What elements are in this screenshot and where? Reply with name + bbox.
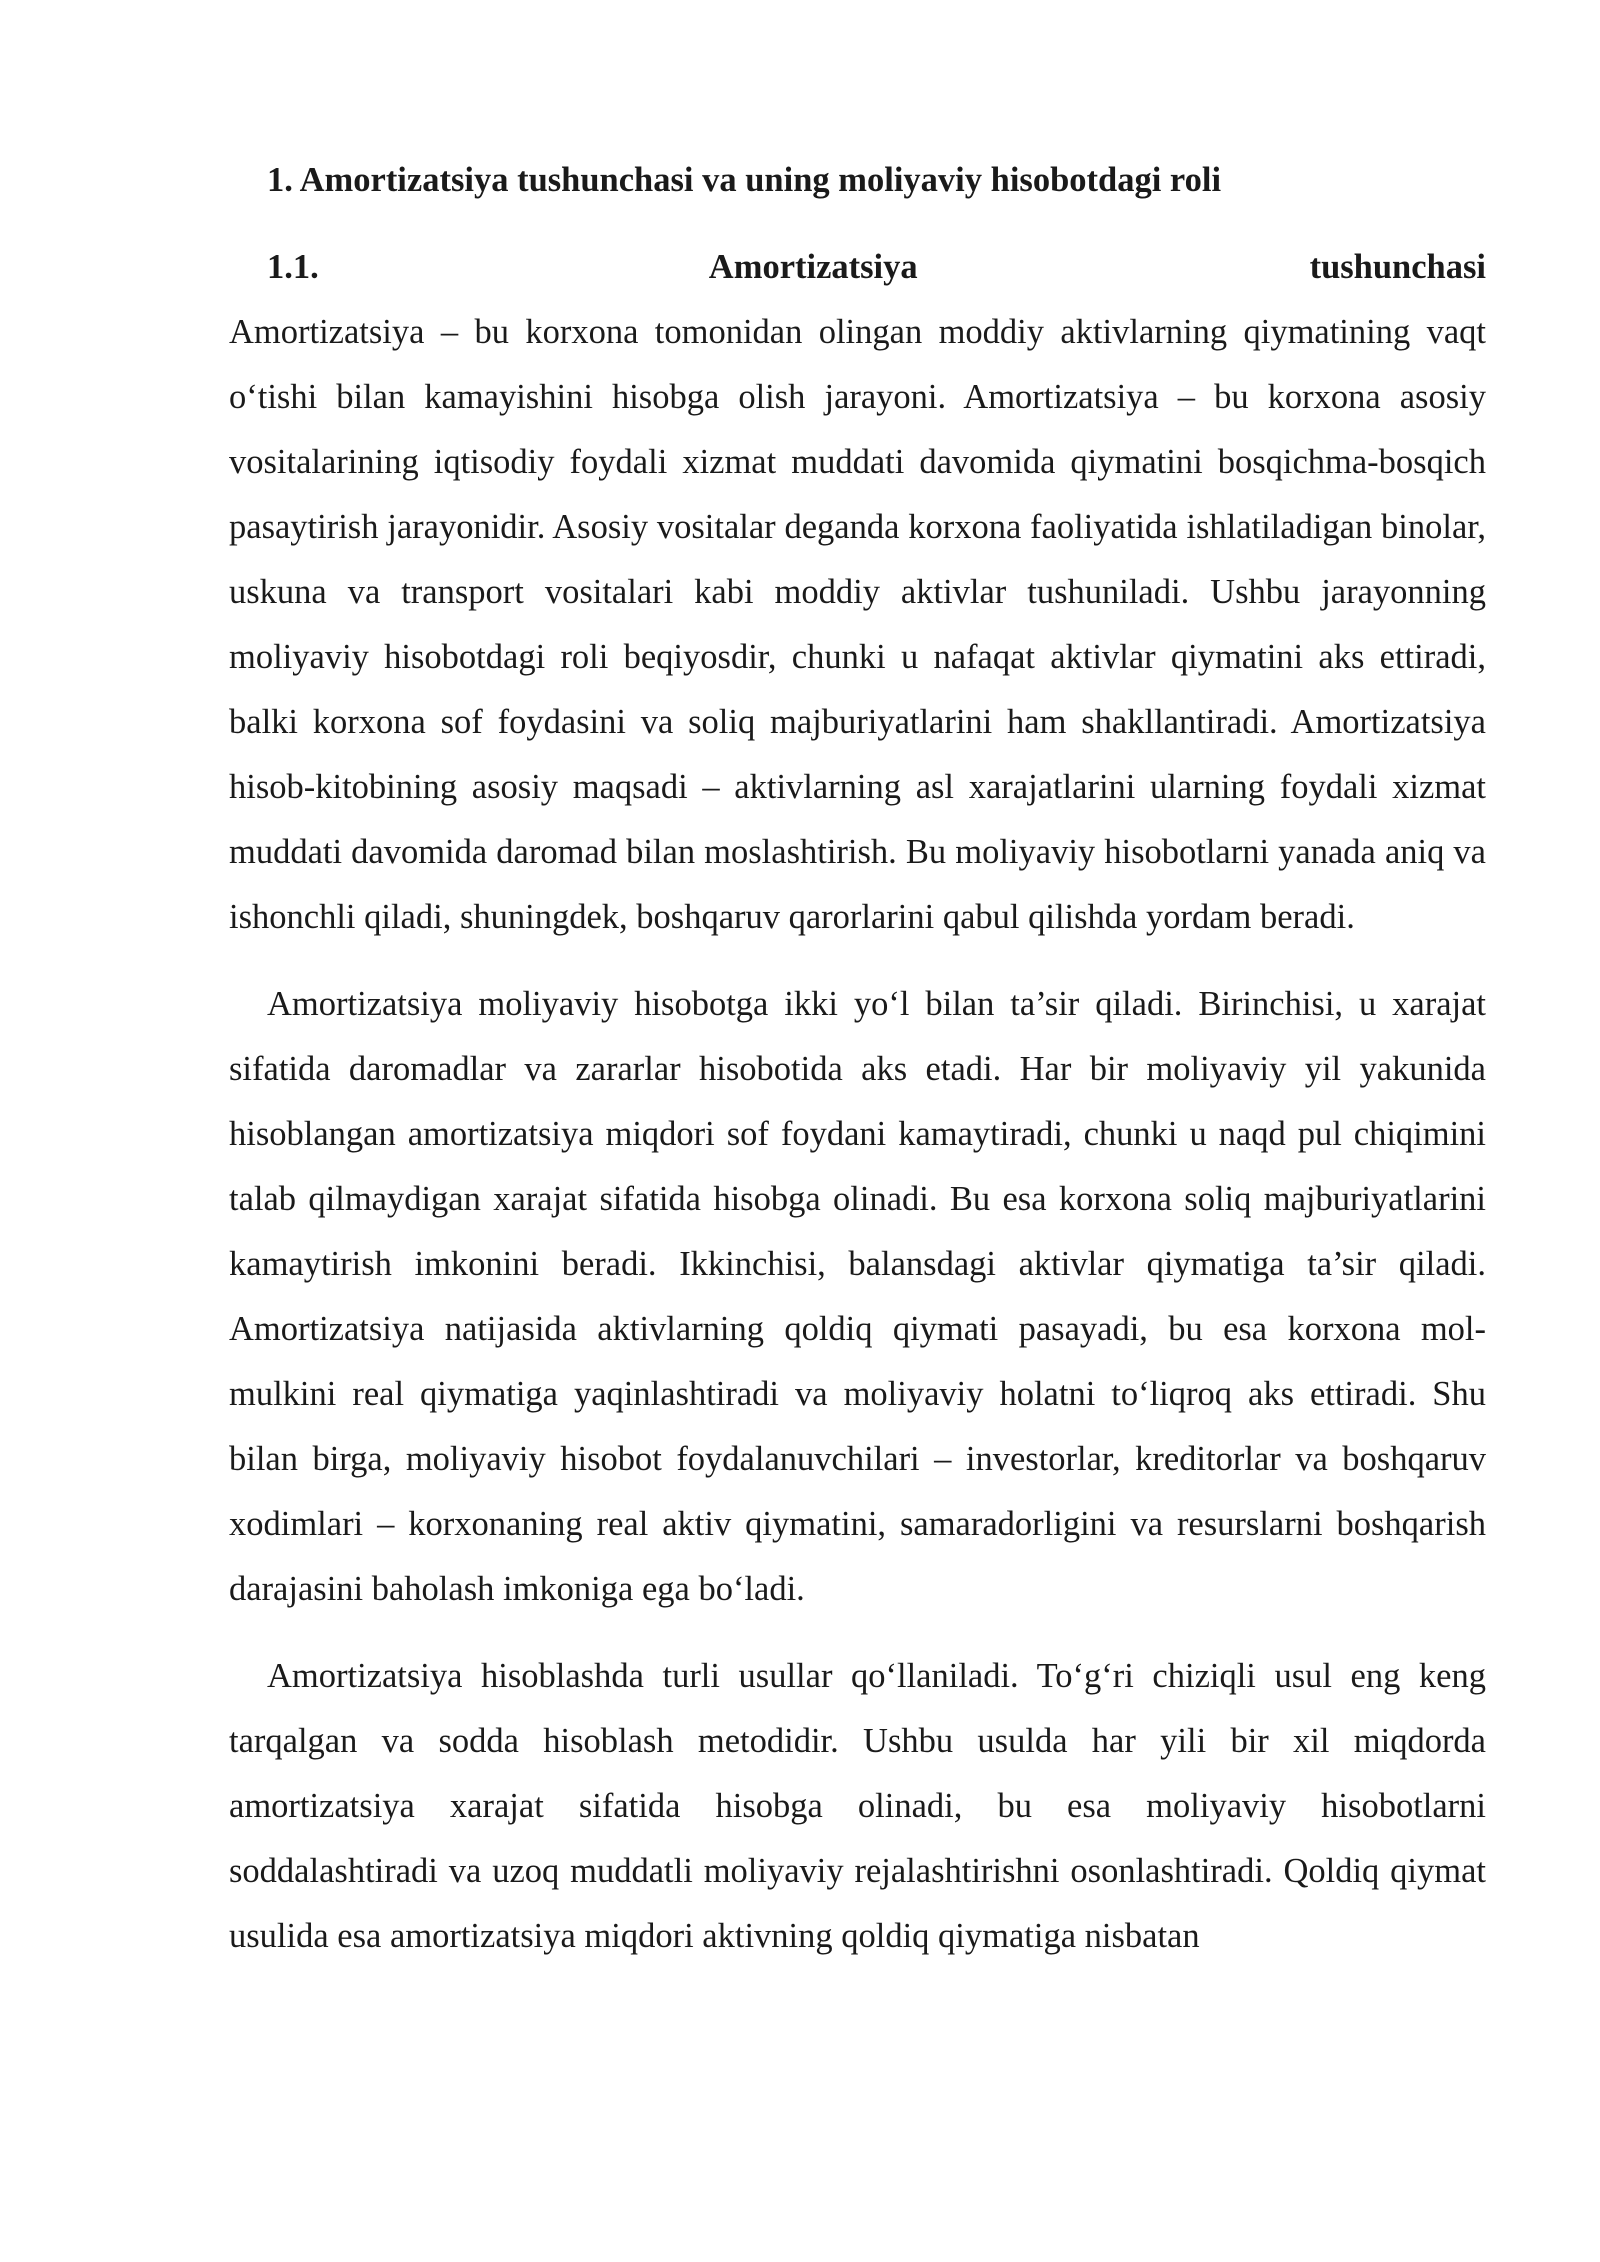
paragraph-1: Amortizatsiya – bu korxona tomonidan olingan moddiy aktivlarning qiymatining vaqt o‘tishi bilan kamayishini hisobga olish jarayoni. Amortizatsiya – bu korxona asosiy vositalarining iqtisodiy foydali xizmat muddati davomida qiymatini bosqichma-bosqich pasaytirish jarayonidir. Asosiy vositalar deganda korxona faoliyatida ishlatiladigan binolar, uskuna va transport vositalari kabi moddiy aktivlar tushuniladi. Ushbu jarayonning moliyaviy hisobotdagi roli beqiyosdir, chunki u nafaqat aktivlar qiymatini aks ettiradi, balki korxona sof foydasini va soliq majburiyatlarini ham shakllantiradi. Amortizatsiya hisob-kitobining asosiy maqsadi – aktivlarning asl xarajatlarini ularning foydali xizmat muddati davomida daromad bilan moslashtirish. Bu moliyaviy hisobotlarni yanada aniq va ishonchli qiladi, shuningdek, boshqaruv qarorlarini qabul qilishda yordam beradi. [229, 313, 1486, 936]
paragraph-2: Amortizatsiya moliyaviy hisobotga ikki yo‘l bilan ta’sir qiladi. Birinchisi, u xarajat sifatida daromadlar va zararlar hisobotida aks etadi. Har bir moliyaviy yil yakunida hisoblangan amortizatsiya miqdori sof foydani kamaytiradi, chunki u naqd pul chiqimini talab qilmaydigan xarajat sifatida hisobga olinadi. Bu esa korxona soliq majburiyatlarini kamaytirish imkonini beradi. Ikkinchisi, balansdagi aktivlar qiymatiga ta’sir qiladi. Amortizatsiya natijasida aktivlarning qoldiq qiymati pasayadi, bu esa korxona mol-mulkini real qiymatiga yaqinlashtiradi va moliyaviy holatni to‘liqroq aks ettiradi. Shu bilan birga, moliyaviy hisobot foydalanuvchilari – investorlar, kreditorlar va boshqaruv xodimlari – korxonaning real aktiv qiymatini, samaradorligini va resurslarni boshqarish darajasini baholash imkoniga ega bo‘ladi. [229, 985, 1486, 1608]
subsection-heading: 1.1. Amortizatsiya tushunchasi [267, 248, 1486, 286]
document-body [229, 148, 1486, 1969]
section-heading: 1. Amortizatsiya tushunchasi va uning moliyaviy hisobotdagi roli [267, 161, 1222, 199]
paragraph-3: Amortizatsiya hisoblashda turli usullar qo‘llaniladi. To‘g‘ri chiziqli usul eng keng tarqalgan va sodda hisoblash metodidir. Ushbu usulda har yili bir xil miqdorda amortizatsiya xarajat sifatida hisobga olinadi, bu esa moliyaviy hisobotlarni soddalashtiradi va uzoq muddatli moliyaviy rejalashtirishni osonlashtiradi. Qoldiq qiymat usulida esa amortizatsiya miqdori aktivning qoldiq qiymatiga nisbatan [229, 1657, 1486, 1955]
